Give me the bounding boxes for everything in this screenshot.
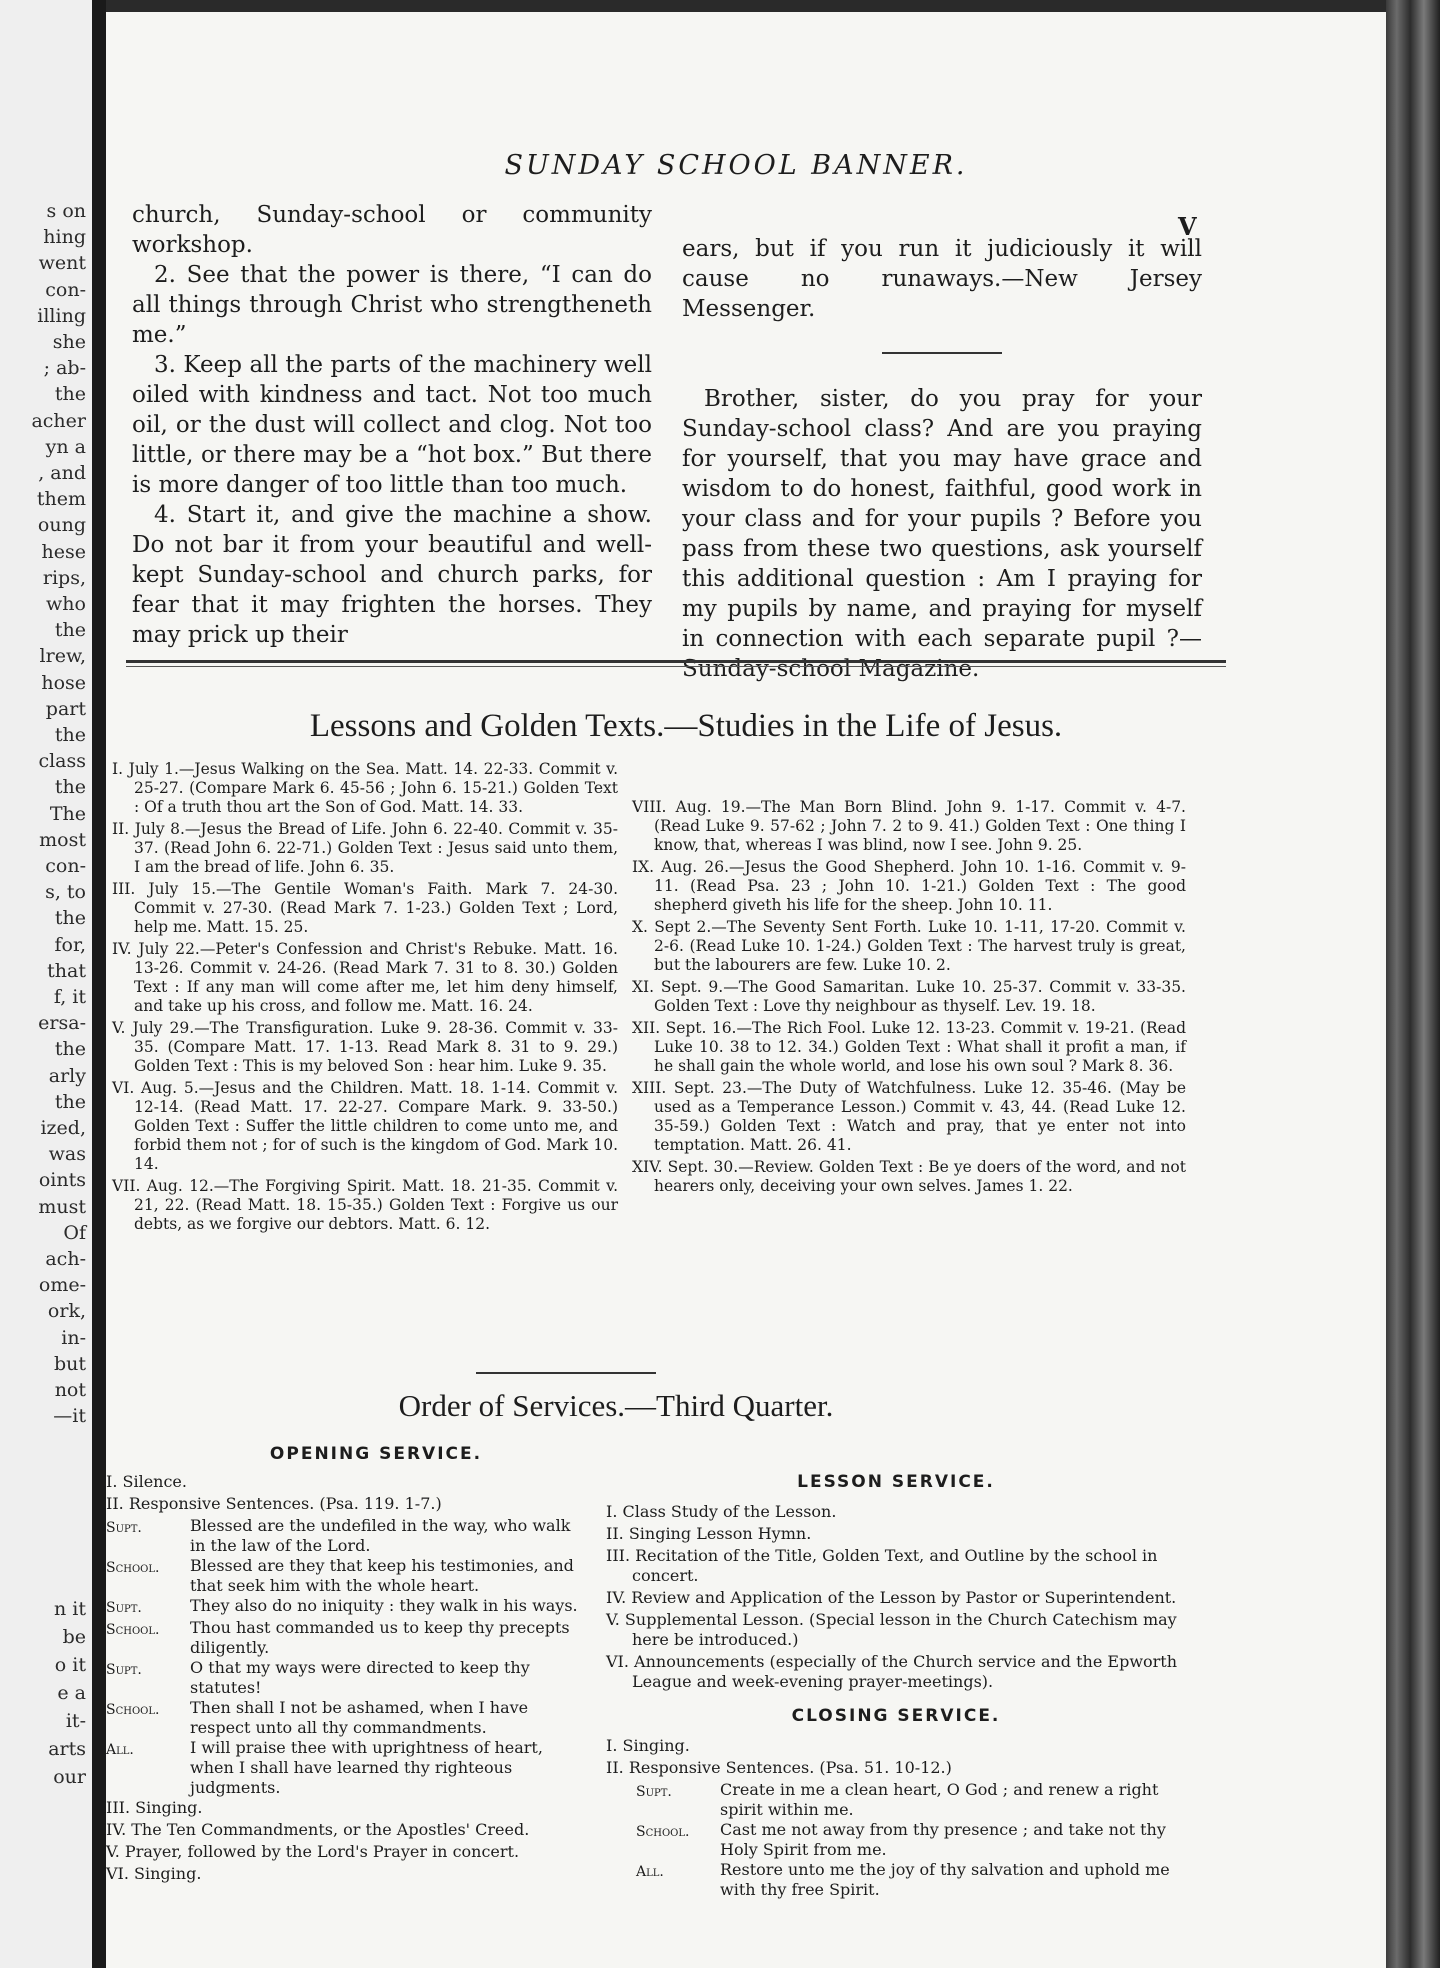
response-role: School. (106, 1622, 160, 1638)
service-item: VI. Announcements (especially of the Church service and the Epworth League and week-evening prayer-meetings). (606, 1652, 1178, 1691)
left-page-fragment: oung (37, 514, 86, 537)
paragraph: 4. Start it, and give the machine a show. Do not bar it from your beautiful and well-kept Sunday-school and church parks, for fear that it may frighten the horses. They may prick up their (132, 502, 652, 648)
lesson-item: XIII. Sept. 23.—The Duty of Watchfulness. Luke 12. 35-46. (May be used as a Temperance Lesson.) Commit v. 43, 44. (Read Luke 12. 35-59.) Golden Text : Watch and pray, that ye enter not into temptation. Matt. 26. 41. (632, 1079, 1186, 1154)
left-page-fragment: the (54, 776, 86, 799)
left-page-fragment: who (46, 593, 86, 615)
opening-service-title: OPENING SERVICE. (269, 1444, 483, 1464)
response-role: Supt. (106, 1662, 142, 1678)
service-item: IV. The Ten Commandments, or the Apostles' Creed. (106, 1820, 530, 1839)
service-item: V. Prayer, followed by the Lord's Prayer in concert. (106, 1842, 520, 1861)
left-page-fragment: was (48, 1143, 86, 1166)
lesson-item: VII. Aug. 12.—The Forgiving Spirit. Matt. 18. 21-35. Commit v. 21, 22. (Read Matt. 18. 15-35.) Golden Text : Forgive us our debts, as we forgive our debtors. Matt. 6. 12. (112, 1177, 618, 1233)
short-rule (476, 1372, 656, 1374)
left-page-fragment: yn a (45, 435, 86, 458)
response-row (106, 1556, 586, 1596)
lesson-item: IV. July 22.—Peter's Confession and Christ's Rebuke. Matt. 16. 13-26. Commit v. 24-26. (Read Mark 7. 31 to 8. 30.) Golden Text : If any man will come after me, let him deny himself, and take up his cross, and follow me. Matt. 16. 24. (112, 940, 618, 1015)
left-page-fragment: that (47, 959, 86, 982)
lesson-item: XI. Sept. 9.—The Good Samaritan. Luke 10. 25-37. Commit v. 33-35. Golden Text : Love thy neighbour as thyself. Lev. 19. 18. (632, 978, 1186, 1015)
left-page-fragment: hose (41, 671, 86, 694)
left-page-fragment: o it (54, 1654, 86, 1676)
left-page-fragment: oints (38, 1169, 86, 1192)
top-left-column (132, 200, 652, 650)
response-row (636, 1860, 1186, 1900)
left-page-fragment: e a (57, 1682, 86, 1704)
left-page-fragment: the (54, 907, 86, 930)
service-item: II. Responsive Sentences. (Psa. 51. 10-12.) (606, 1758, 952, 1777)
service-item: II. Responsive Sentences. (Psa. 119. 1-7.) (106, 1494, 442, 1513)
paragraph: ears, but if you run it judiciously it will cause no runaways.—New Jersey Messenger. (682, 236, 1202, 322)
left-page-fragment: most (39, 828, 86, 851)
service-item: II. Singing Lesson Hymn. (606, 1524, 812, 1543)
closing-responses (606, 1780, 1186, 1900)
response-text: O that my ways were directed to keep thy statutes! (190, 1658, 530, 1697)
service-item: I. Singing. (606, 1736, 690, 1755)
response-text: Blessed are the undefiled in the way, who walk in the law of the Lord. (190, 1516, 571, 1555)
service-item: III. Recitation of the Title, Golden Text, and Outline by the school in concert. (606, 1546, 1158, 1585)
response-role: School. (636, 1824, 690, 1840)
left-page-fragment: con- (45, 855, 86, 877)
lesson-item: VIII. Aug. 19.—The Man Born Blind. John 9. 1-17. Commit v. 4-7. (Read Luke 9. 57-62 ; John 7. 2 to 9. 41.) Golden Text : One thing I know, that, whereas I was blind, now I see. John 9. 25. (632, 798, 1186, 854)
left-page-fragment: our (53, 1766, 86, 1788)
response-row (106, 1698, 586, 1738)
service-item: IV. Review and Application of the Lesson by Pastor or Superintendent. (606, 1588, 1177, 1607)
service-item: III. Singing. (106, 1798, 203, 1817)
left-page-fragment: ersa- (38, 1012, 86, 1035)
lesson-item: I. July 1.—Jesus Walking on the Sea. Matt. 14. 22-33. Commit v. 25-27. (Compare Mark 6. 45-56 ; John 6. 15-21.) Golden Text : Of a truth thou art the Son of God. Matt. 14. 33. (112, 760, 618, 816)
left-page-fragment: must (38, 1195, 86, 1218)
left-page-fragment: hing (43, 226, 86, 249)
response-row (106, 1596, 586, 1618)
response-role: Supt. (106, 1600, 142, 1616)
left-page-fragment: be (62, 1626, 86, 1648)
left-page-fragment: The (49, 802, 86, 825)
response-text: Create in me a clean heart, O God ; and renew a right spirit within me. (720, 1780, 1159, 1819)
lessons-left-column (106, 760, 618, 1237)
book-edge (1386, 0, 1440, 1968)
response-text: Restore unto me the joy of thy salvation and uphold me with thy free Spirit. (720, 1860, 1170, 1899)
left-page-fragment: , and (38, 462, 86, 484)
response-text: They also do no iniquity : they walk in his ways. (190, 1596, 578, 1615)
left-page-fragment: but (53, 1352, 86, 1375)
response-row (106, 1658, 586, 1698)
response-text: I will praise thee with uprightness of heart, when I shall have learned thy righteous judgments. (190, 1738, 543, 1797)
service-item: I. Silence. (106, 1472, 187, 1491)
left-page-fragment: for, (54, 933, 86, 956)
left-page-fragment: the (54, 1038, 86, 1061)
left-page-sliver (0, 0, 106, 1968)
document-page (106, 12, 1386, 1968)
left-page-fragment: Of (63, 1221, 86, 1244)
opening-responses (106, 1516, 586, 1798)
left-page-fragment: she (52, 331, 86, 353)
left-page-fragment: the (54, 1090, 86, 1113)
left-page-fragment: not (54, 1379, 86, 1401)
left-page-fragment: them (36, 488, 86, 511)
left-page-fragment: the (54, 383, 86, 406)
response-role: Supt. (106, 1520, 142, 1536)
left-page-fragment: s, to (45, 881, 86, 904)
response-role: School. (106, 1560, 160, 1576)
left-page-fragment: ork, (47, 1300, 86, 1323)
service-item: I. Class Study of the Lesson. (606, 1502, 837, 1521)
lesson-item: XIV. Sept. 30.—Review. Golden Text : Be ye doers of the word, and not hearers only, deceiving your own selves. James 1. 22. (632, 1158, 1186, 1195)
lesson-item: II. July 8.—Jesus the Bread of Life. John 6. 22-40. Commit v. 35-37. (Read John 6. 22-71.) Golden Text : Jesus said unto them, I am the bread of life. John 6. 35. (112, 820, 618, 876)
left-page-fragment: illing (37, 304, 86, 327)
left-page-fragment: ized, (40, 1117, 86, 1139)
response-row (106, 1516, 586, 1556)
left-page-fragment: class (38, 750, 86, 773)
lesson-item: III. July 15.—The Gentile Woman's Faith. Mark 7. 24-30. Commit v. 27-30. (Read Mark 7. 1-23.) Golden Text ; Lord, help me. Matt. 15. 25. (112, 880, 618, 936)
left-page-fragment: ; ab- (43, 357, 86, 380)
response-text: Thou hast commanded us to keep thy precepts diligently. (190, 1618, 570, 1657)
lesson-item: XII. Sept. 16.—The Rich Fool. Luke 12. 13-23. Commit v. 19-21. (Read Luke 10. 38 to 12. 34.) Golden Text : What shall it profit a man, if he shall gain the whole world, and lose his own soul ? Mark 8. 36. (632, 1019, 1186, 1075)
response-text: Cast me not away from thy presence ; and take not thy Holy Spirit from me. (720, 1820, 1166, 1859)
response-role: All. (636, 1864, 664, 1880)
service-item: V. Supplemental Lesson. (Special lesson in the Church Catechism may here be introduced.) (606, 1610, 1177, 1649)
left-page-fragment: lrew, (39, 645, 86, 668)
top-right-column (682, 234, 1202, 684)
paragraph: church, Sunday-school or community workshop. (132, 202, 652, 258)
response-role: Supt. (636, 1784, 672, 1800)
page-number: V (1178, 212, 1197, 241)
opening-service (106, 1444, 586, 1886)
lesson-service-title: LESSON SERVICE. (797, 1472, 995, 1492)
response-row (106, 1738, 586, 1798)
response-role: All. (106, 1742, 134, 1758)
lessons-title: Lessons and Golden Texts.—Studies in the Life of Jesus. (309, 708, 1063, 744)
lesson-item: V. July 29.—The Transfiguration. Luke 9. 28-36. Commit v. 33-35. (Compare Matt. 17. 1-13. Read Mark 8. 31 to 9. 29.) Golden Text : This is my beloved Son : hear him. Luke 9. 35. (112, 1019, 618, 1075)
left-page-fragment: —it (53, 1405, 86, 1428)
lessons-right-column (626, 798, 1186, 1199)
left-page-fragment: s on (46, 200, 86, 222)
response-row (106, 1618, 586, 1658)
left-page-fragment: in- (61, 1326, 86, 1349)
lesson-item: VI. Aug. 5.—Jesus and the Children. Matt. 18. 1-14. Commit v. 12-14. (Read Matt. 17. 22-27. Compare Mark. 9. 33-50.) Golden Text : Suffer the little children to come unto me, and forbid them not ; for of such is the kingdom of God. Mark 10. 14. (112, 1079, 618, 1173)
response-role: School. (106, 1702, 160, 1718)
left-page-fragment: con- (45, 278, 86, 301)
short-rule (882, 352, 1002, 354)
left-page-fragment: went (38, 252, 86, 275)
left-page-fragment: n it (54, 1598, 86, 1620)
lesson-service (606, 1472, 1186, 1900)
left-page-fragment: part (45, 697, 86, 720)
left-page-fragment: ome- (38, 1274, 86, 1297)
paragraph: Brother, sister, do you pray for your Sunday-school class? And are you praying for yourself, that you may have grace and wisdom to do honest, faithful, good work in your class and for your pupils ? Before you pass from these two questions, ask yourself this additional question : Am I praying for my pupils by name, and praying for myself in connection with each separate pupil ?—Sunday-school Magazine. (682, 386, 1202, 682)
response-text: Blessed are they that keep his testimonies, and that seek him with the whole heart. (190, 1556, 574, 1595)
response-row (636, 1820, 1186, 1860)
section-divider (126, 660, 1226, 667)
left-page-fragment: it- (65, 1710, 86, 1732)
response-row (636, 1780, 1186, 1820)
left-page-fragment: ach- (45, 1248, 86, 1270)
left-page-fragment: arts (48, 1738, 86, 1760)
left-page-fragment: the (54, 619, 86, 642)
left-page-fragment: arly (48, 1064, 86, 1087)
paragraph: 2. See that the power is there, “I can do all things through Christ who strengtheneth me.” (132, 262, 652, 348)
closing-service-title: CLOSING SERVICE. (791, 1706, 1001, 1726)
left-page-fragment: f, it (53, 986, 86, 1008)
left-page-fragment: hese (41, 540, 86, 563)
left-page-fragment: rips, (42, 566, 86, 589)
service-item: VI. Singing. (106, 1864, 202, 1883)
left-page-fragment: the (54, 724, 86, 746)
lesson-item: X. Sept 2.—The Seventy Sent Forth. Luke 10. 1-11, 17-20. Commit v. 2-6. (Read Luke 10. 1-24.) Golden Text : The harvest truly is great, but the labourers are few. Luke 10. 2. (632, 918, 1186, 974)
lesson-item: IX. Aug. 26.—Jesus the Good Shepherd. John 10. 1-16. Commit v. 9-11. (Read Psa. 23 ; John 10. 1-21.) Golden Text : The good shepherd giveth his life for the sheep. John 10. 11. (632, 858, 1186, 914)
services-title: Order of Services.—Third Quarter. (398, 1388, 834, 1423)
left-page-fragment: acher (31, 409, 86, 432)
paragraph: 3. Keep all the parts of the machinery well oiled with kindness and tact. Not too much oil, or the dust will collect and clog. Not too little, or there may be a “hot box.” But there is more danger of too little than too much. (132, 352, 652, 498)
running-header: SUNDAY SCHOOL BANNER. (504, 150, 968, 181)
response-text: Then shall I not be ashamed, when I have respect unto all thy commandments. (190, 1698, 529, 1737)
